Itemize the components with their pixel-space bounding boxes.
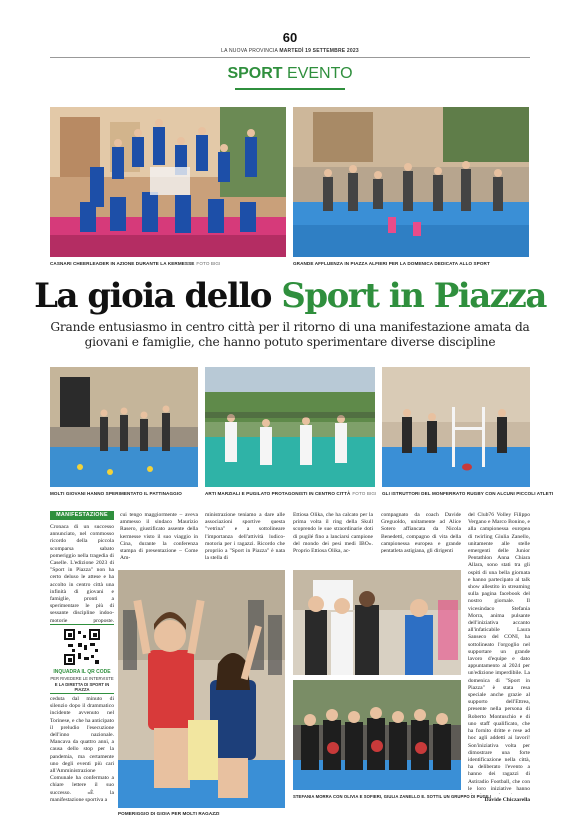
photo-rugby-art — [382, 367, 530, 487]
photo-group-top-art — [293, 570, 461, 675]
photo-rugby — [382, 367, 530, 487]
caption-top-left-text: CASNARI CHEERLEADER IN AZIONE DURANTE LA KERMESSE — [50, 261, 195, 266]
headline-part2: Sport in Piazza — [281, 276, 546, 316]
photo-group-bottom — [293, 680, 461, 790]
photo-skating-art — [50, 367, 198, 487]
qr-line3: E LA DIRETTA DI SPORT IN PIAZZA — [54, 682, 110, 692]
photo-martial-arts — [205, 367, 375, 487]
article-col2-top-text: cui tengo maggiormente – aveva ammesso il sindaco Maurizio Rasero, giustificato assente della kermesse visto il suo viaggio in Cina, durante la conferenza stampa di presentazione – Come Am- — [120, 512, 198, 562]
caption-mid-center-text: ARTI MARZIALI E PUGILATO PROTAGONISTI IN CENTRO CITTÀ — [205, 491, 351, 496]
qr-line2: PER RIVEDERE LE INTERVISTE — [50, 676, 114, 681]
article-author: Davide Chiczarella — [484, 797, 530, 803]
article-col3-top-text: ministrazione teniamo a dare alle associazioni sportive questa "vetrina" e a sottolineare l'importanza dell'attività ludico-motoria per i ragazzi. Ricordo che propriio a "Sport in Piazza" è nata la stella di — [205, 512, 285, 562]
photo-crowd-square-art — [293, 107, 529, 257]
article-col4-top-text: Ettiosa Olika, che ha calcato per la prima volta il ring della Skull scoprendo le sue straordinarie doti di pugilé fino a lanciarsi campione del mondo dei pesi medi IBO». Proprio Ettiosa Olika, ac- — [293, 512, 373, 555]
article-col2-top — [120, 512, 198, 568]
article-col3-top — [205, 512, 285, 568]
article-col1-top-text: Cronaca di un successo annunciato, nel commosso ricordo della piccola scomparsa sabato pomeriggio nella tragedia di Caselle. L'edizione 2023 di "Sport in Piazza" non ha certo deluso le attese e ha accolto in centro città una infinità di giovani e famiglie, pronti a sperimentare le più di sessante discipline indoo-motorie proposte. — [50, 524, 114, 624]
page-number: 60 — [282, 30, 298, 45]
caption-bottom-right: STEFANIA MORRA CON OLIVIA E SOFIERI, GIULIA ZANELLO E. SOTTIL UN GRUPPO DI PUGILI — [293, 794, 492, 799]
qr-line1: INQUADRA IL QR CODE — [53, 669, 111, 675]
caption-mid-left: MOLTI GIOVANI HANNO SPERIMENTATO IL PATTINAGGIO — [50, 491, 182, 496]
photo-cheerleaders-art — [50, 107, 286, 257]
caption-bottom-left: POMERIGGIO DI GIOIA PER MOLTI RAGAZZI — [118, 811, 220, 816]
article-col4-top — [293, 512, 373, 568]
section-tag: MANIFESTAZIONE — [50, 511, 114, 520]
publication-name: LA NUOVA PROVINCIA — [221, 48, 278, 54]
photo-cheerleaders — [50, 107, 286, 257]
qr-box — [50, 624, 114, 694]
publication-date: MARTEDÌ 19 SETTEMBRE 2023 — [279, 48, 359, 54]
headline-part1: La gioia dello — [34, 276, 282, 316]
article-col6 — [468, 512, 530, 794]
article-col6-text: del Club76 Volley Filippo Vergano e Marco Bonino, e alla campionessa europea di twirling Giulia Zanello, unitamente alle stelle emergenti delle Junior Pentathlon Anna Chiara Allara, sono stati tra gli ospiti di una bella giornata e hanno partecipato al talk show allestito in streaming sulla pagina facebook del nostro giornale. Il vicesindaco Stefania Morra, anima pulsante dell'iniziativa accanto all'infaticabile Laura Sanseco del CONI, ha sottolineato l'orgoglio nel supportare un grande lavoro d'equipe e dato appuntamento al 2024 per un'edizione imperdibile. La domenica di "Sport in Piazza" è stata resa speciale anche grazie al supporto dell'Ettrea, presente nella persona di Roberto Montuschio e di uno staff qualificato, che ha fornito dritte e rese ad hoc agli addetti ai lavori! Son'iniziativa volta per dimostrare una forte identificazione nella città, ha deliberato l'evento a hanno dei ragazzi di Astiradio Football, che con le loro iniziative hanno — [468, 512, 530, 792]
caption-top-left-credit: FOTO BIGI — [196, 261, 221, 266]
article-col1-bottom — [50, 696, 114, 812]
section-sport: SPORT — [227, 65, 283, 82]
section-underline — [235, 88, 345, 90]
photo-group-bottom-art — [293, 680, 461, 790]
article-col1-top — [50, 524, 114, 624]
article-col1-bottom-text: ceduta dal minuto di silenzio dopo il drammatico incidente avvenuto nel Torinese, e che ha anticipato il preludio l'esecuzione dell'inno nazionale. Mancava da quattro anni, a causa dello stop per la pandemia, ma certamente uno degli eventi più cari all'Amministrazione Comunale ha confermato a chiare lettere il suo successo. «È la manifestazione sportiva a — [50, 696, 114, 803]
photo-group-top — [293, 570, 461, 675]
qr-code-icon — [64, 629, 100, 665]
section-evento: EVENTO — [287, 65, 353, 82]
photo-girls-art — [118, 570, 285, 808]
caption-mid-right: GLI ISTRUTTORI DEL MONFERRATO RUGBY CON ALCUNI PICCOLI ATLETI — [382, 491, 554, 496]
caption-top-left — [50, 261, 220, 266]
photo-crowd-square — [293, 107, 529, 257]
photo-skating — [50, 367, 198, 487]
header-rule — [50, 57, 530, 58]
photo-girls — [118, 570, 285, 808]
publication-line — [0, 48, 580, 54]
caption-top-right: GRANDE AFFLUENZA IN PIAZZA ALFIERI PER LA DOMENICA DEDICATA ALLO SPORT — [293, 261, 490, 266]
article-col5-top — [381, 512, 461, 568]
caption-mid-center — [205, 491, 376, 496]
caption-mid-center-credit: FOTO BIGI — [352, 491, 377, 496]
article-col5-top-text: compagnato da coach Davide Greguoldo, unitamente ad Alice Sotero affiancata da Nicola Benedetti, compagno di vita della campionessa europea e grande pentatleta astigiana, gli dirigenti — [381, 512, 461, 555]
subheadline: Grande entusiasmo in centro città per il ritorno di una manifestazione amata da giovani e famiglie, che hanno potuto sperimentare diverse discipline — [50, 320, 530, 349]
section-title — [0, 65, 580, 83]
headline — [0, 276, 580, 316]
photo-martial-arts-art — [205, 367, 375, 487]
